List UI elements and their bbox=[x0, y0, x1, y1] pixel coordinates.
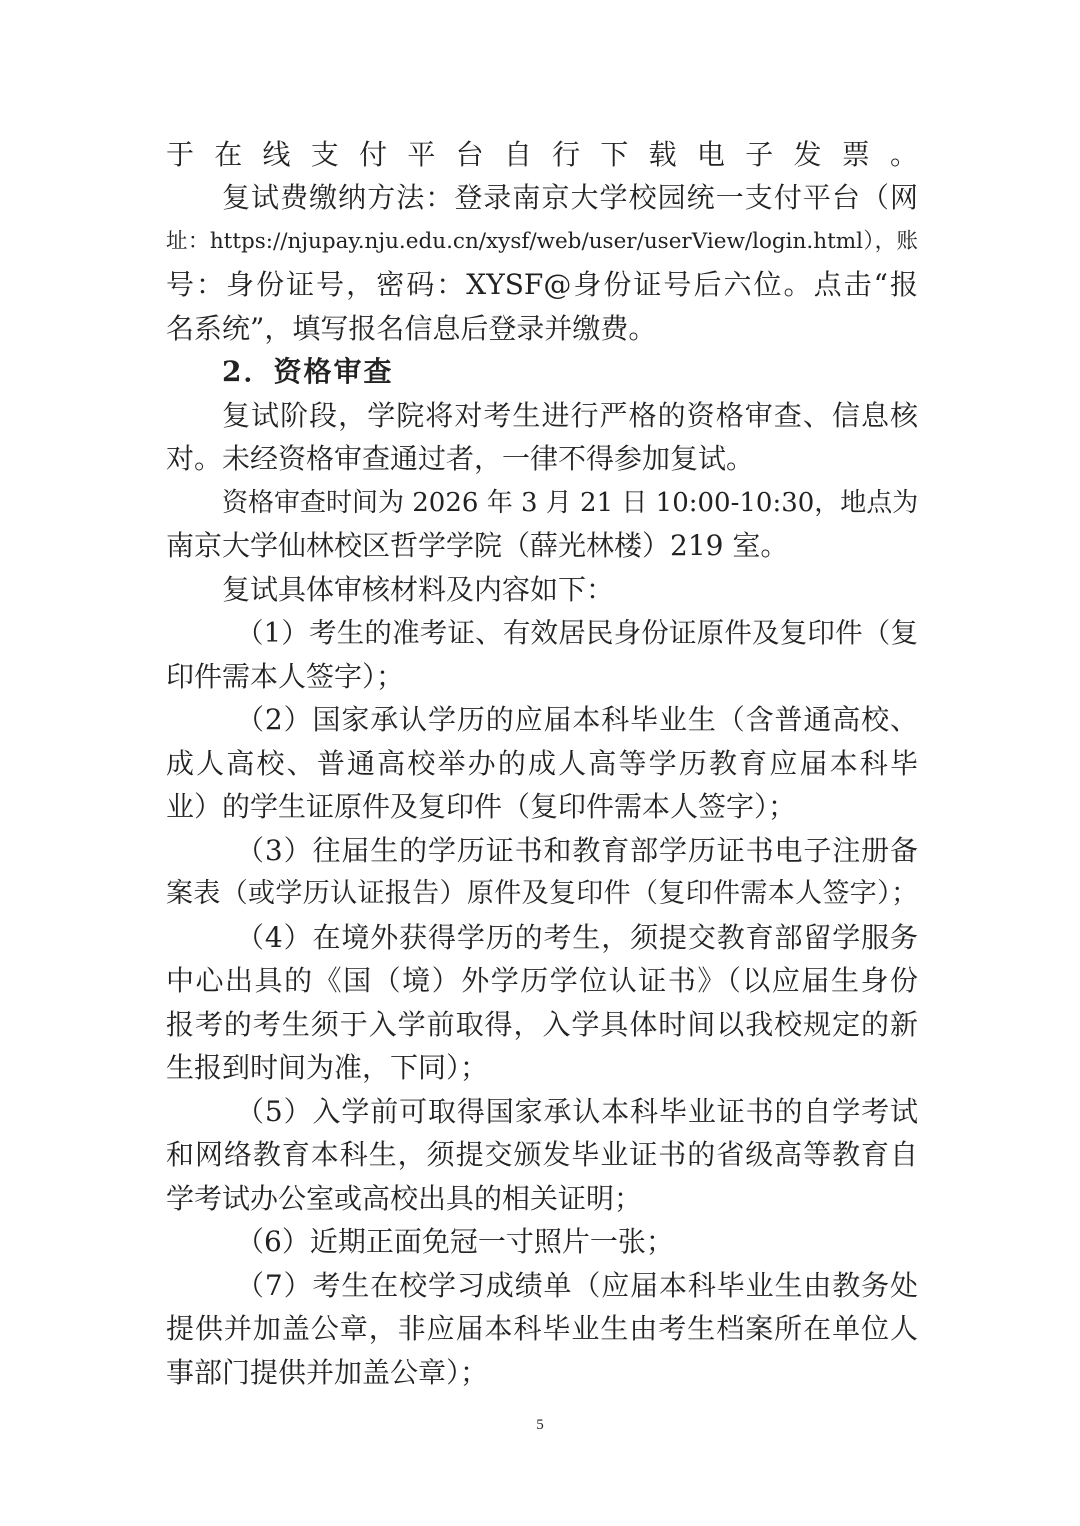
text-line: 复试费缴纳方法：登录南京大学校园统一支付平台（网 bbox=[222, 181, 918, 214]
list-item: （1）考生的准考证、有效居民身份证原件及复印件（复 bbox=[236, 617, 918, 649]
list-item: （3）往届生的学历证书和教育部学历证书电子注册备 bbox=[236, 834, 918, 867]
text-line: 报考的考生须于入学前取得，入学具体时间以我校规定的新 bbox=[166, 1008, 918, 1041]
text-line: 和网络教育本科生，须提交颁发毕业证书的省级高等教育自 bbox=[166, 1138, 918, 1171]
text-line: 生报到时间为准，下同）； bbox=[166, 1051, 489, 1084]
text-line: 名系统”，填写报名信息后登录并缴费。 bbox=[166, 312, 657, 345]
text-line: 案表（或学历认证报告）原件及复印件（复印件需本人签字）； bbox=[166, 878, 918, 909]
text-line: 复试具体审核材料及内容如下： bbox=[222, 573, 615, 606]
text-line: 提供并加盖公章，非应届本科毕业生由考生档案所在单位人 bbox=[166, 1312, 918, 1345]
list-item: （2）国家承认学历的应届本科毕业生（含普通高校、 bbox=[236, 703, 918, 736]
text-line: 事部门提供并加盖公章）； bbox=[166, 1356, 489, 1389]
list-item: （7）考生在校学习成绩单（应届本科毕业生由教务处 bbox=[236, 1269, 918, 1302]
text-line: 成人高校、普通高校举办的成人高等学历教育应届本科毕 bbox=[166, 747, 918, 780]
page-number: 5 bbox=[536, 1417, 544, 1433]
text-line: 复试阶段，学院将对考生进行严格的资格审查、信息核 bbox=[222, 399, 918, 432]
text-line: 学考试办公室或高校出具的相关证明； bbox=[166, 1182, 643, 1215]
text-line: 业）的学生证原件及复印件（复印件需本人签字）； bbox=[166, 790, 797, 823]
list-item: （4）在境外获得学历的考生，须提交教育部留学服务 bbox=[236, 921, 918, 954]
section-heading: 2．资格审查 bbox=[222, 355, 394, 388]
text-line: 址：https://njupay.nju.edu.cn/xysf/web/user/userView/login.html），账 bbox=[166, 229, 918, 254]
text-line: 对。未经资格审查通过者，一律不得参加复试。 bbox=[166, 442, 755, 475]
text-line: 印件需本人签字）； bbox=[166, 660, 405, 693]
text-line: 于在线支付平台自行下载电子发票。 bbox=[166, 138, 918, 171]
list-item: （6）近期正面免冠一寸照片一张； bbox=[236, 1225, 674, 1258]
list-item: （5）入学前可取得国家承认本科毕业证书的自学考试 bbox=[236, 1095, 918, 1128]
text-line: 南京大学仙林校区哲学学院（薛光林楼）219 室。 bbox=[166, 529, 789, 562]
text-line: 号：身份证号，密码：XYSF@身份证号后六位。点击“报 bbox=[166, 268, 918, 301]
text-line: 中心出具的《国（境）外学历学位认证书》（以应届生身份 bbox=[166, 964, 918, 997]
text-line: 资格审查时间为 2026 年 3 月 21 日 10:00-10:30，地点为 bbox=[222, 488, 919, 518]
